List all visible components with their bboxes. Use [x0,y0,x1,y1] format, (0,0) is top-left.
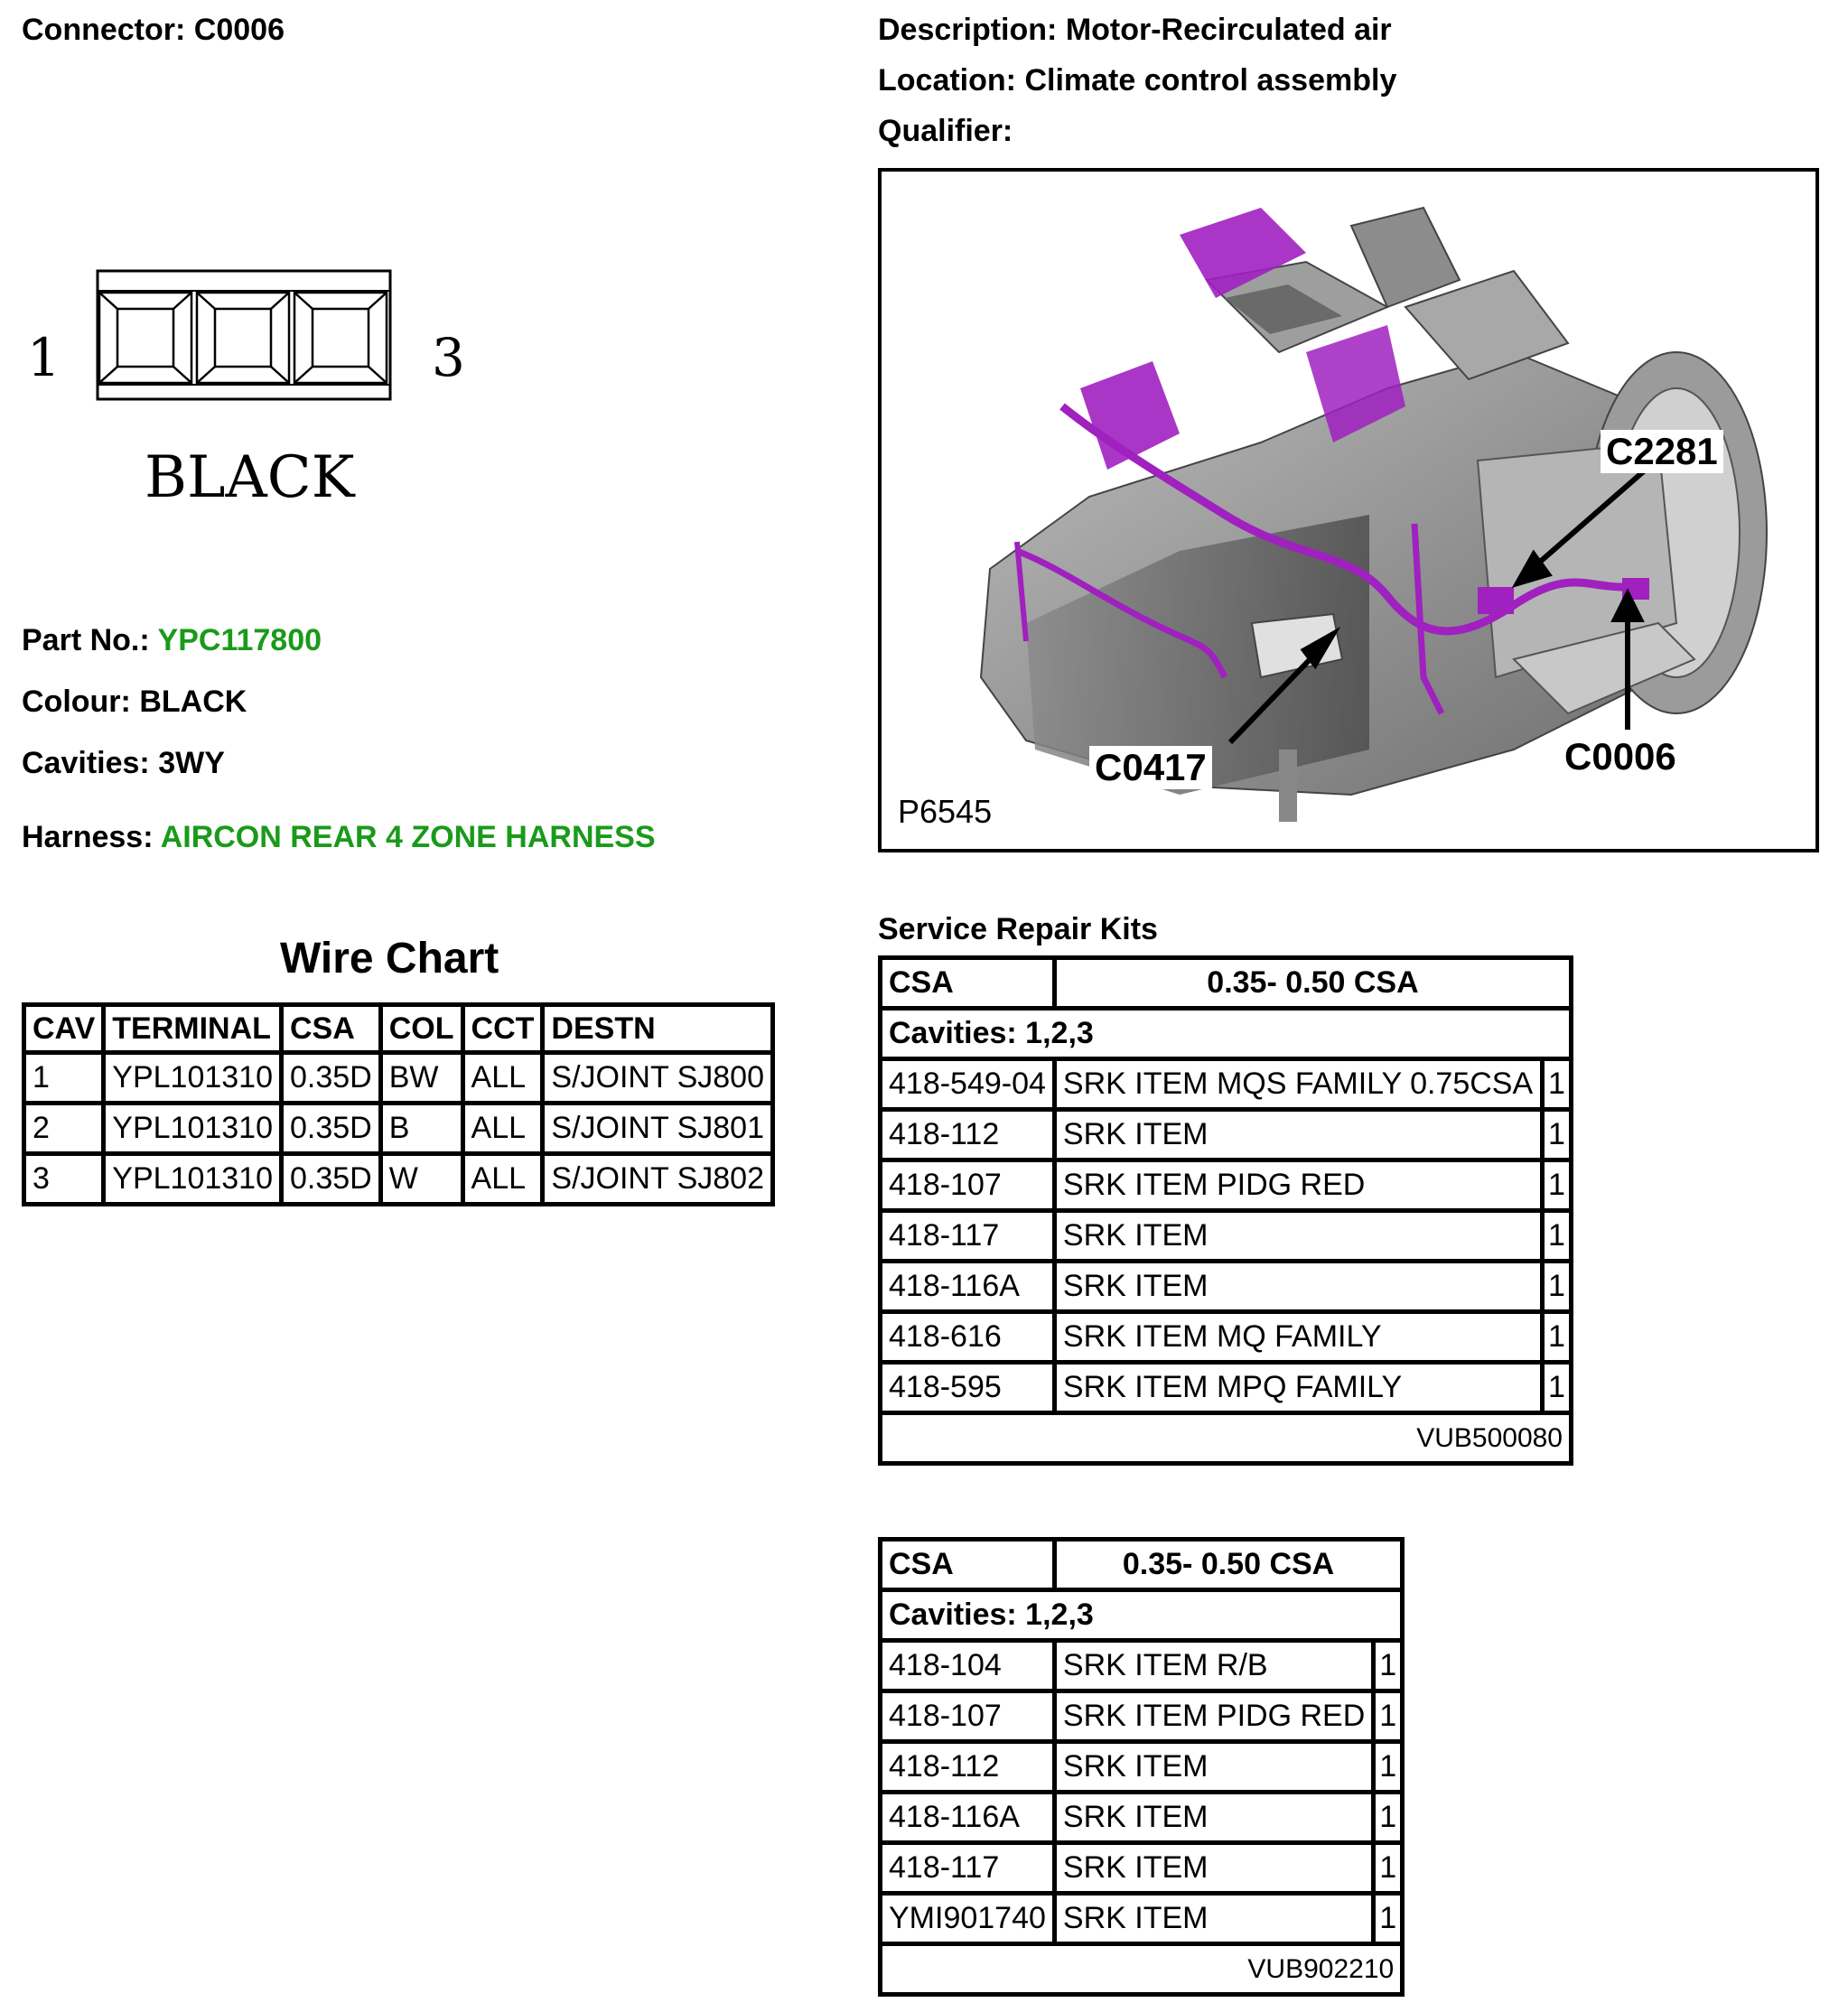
kit-description: SRK ITEM MQ FAMILY [1054,1312,1542,1363]
kit-reference: VUB500080 [881,1413,1572,1464]
callout-c0417: C0417 [1089,746,1212,789]
kit-csa-label: CSA [881,958,1055,1009]
kit-part-number: 418-112 [881,1110,1055,1160]
cell-cct: ALL [462,1053,543,1104]
kit-description: SRK ITEM MQS FAMILY 0.75CSA [1054,1059,1542,1110]
connector-label: Connector: [22,13,186,47]
kit-cavities-row [881,1590,1403,1641]
kit-csa-label: CSA [881,1540,1055,1590]
description-line [878,13,1392,48]
col-cav: CAV [24,1005,104,1053]
description-value: Motor-Recirculated air [1065,13,1392,47]
kit-description: SRK ITEM [1054,1793,1373,1843]
kit-quantity: 1 [1543,1160,1572,1211]
kit-description: SRK ITEM [1054,1742,1373,1793]
kit-quantity: 1 [1374,1843,1403,1894]
kit-quantity: 1 [1543,1211,1572,1262]
cell-cav: 3 [24,1154,104,1205]
kit-description: SRK ITEM [1054,1262,1542,1312]
cavities-label: Cavities: [22,746,150,780]
part-number-label: Part No.: [22,623,150,657]
col-cct: CCT [462,1005,543,1053]
kit-description: SRK ITEM [1054,1894,1373,1944]
kit-description: SRK ITEM [1054,1110,1542,1160]
kit-part-number: 418-107 [881,1160,1055,1211]
wire-chart-table [22,1002,775,1206]
kit-header-row [881,1540,1403,1590]
kit-quantity: 1 [1543,1110,1572,1160]
kit-footer-row [881,1413,1572,1464]
kit-quantity: 1 [1374,1641,1403,1691]
kit-description: SRK ITEM PIDG RED [1054,1160,1542,1211]
col-destn: DESTN [543,1005,773,1053]
location-label: Location: [878,63,1016,98]
harness-label: Harness: [22,820,154,854]
kit-part-number: 418-116A [881,1793,1055,1843]
connector-colour-text: BLACK [145,444,355,511]
connector-location-figure [878,168,1819,852]
kit-part-number: YMI901740 [881,1894,1055,1944]
description-label: Description: [878,13,1058,47]
kit-part-number: 418-116A [881,1262,1055,1312]
kit-description: SRK ITEM MPQ FAMILY [1054,1363,1542,1413]
cell-col: W [380,1154,462,1205]
kit-cavities: Cavities: 1,2,3 [881,1009,1572,1059]
colour-value: BLACK [139,685,247,719]
table-row [24,1104,773,1154]
part-number-link[interactable]: YPC117800 [157,623,322,657]
cell-terminal: YPL101310 [104,1104,282,1154]
kit-cavities-row [881,1009,1572,1059]
pin-label-right: 3 [432,327,465,388]
table-row [881,1843,1403,1894]
cell-destn: S/JOINT SJ802 [543,1154,773,1205]
harness-line [22,820,656,855]
kit-quantity: 1 [1543,1262,1572,1312]
table-row [881,1641,1403,1691]
callout-c2281: C2281 [1601,430,1723,473]
service-kit-table-2 [878,1537,1405,1997]
cell-cav: 1 [24,1053,104,1104]
kit-description: SRK ITEM [1054,1211,1542,1262]
col-terminal: TERMINAL [104,1005,282,1053]
connector-heading [22,13,285,48]
cell-cav: 2 [24,1104,104,1154]
kit-quantity: 1 [1374,1691,1403,1742]
cell-destn: S/JOINT SJ801 [543,1104,773,1154]
cavities-value: 3WY [158,746,225,780]
cell-cct: ALL [462,1104,543,1154]
part-number-line [22,623,322,658]
kit-description: SRK ITEM [1054,1843,1373,1894]
pin-label-left: 1 [27,327,61,388]
kit-part-number: 418-117 [881,1843,1055,1894]
kit-part-number: 418-117 [881,1211,1055,1262]
cell-terminal: YPL101310 [104,1154,282,1205]
kit-quantity: 1 [1543,1363,1572,1413]
kit-quantity: 1 [1374,1742,1403,1793]
kit-quantity: 1 [1374,1793,1403,1843]
kit-part-number: 418-104 [881,1641,1055,1691]
cell-csa: 0.35D [282,1154,381,1205]
kit-cavities: Cavities: 1,2,3 [881,1590,1403,1641]
kit-header-row [881,958,1572,1009]
kit-description: SRK ITEM R/B [1054,1641,1373,1691]
table-row [881,1742,1403,1793]
kit-csa-value: 0.35- 0.50 CSA [1054,958,1571,1009]
harness-link[interactable]: AIRCON REAR 4 ZONE HARNESS [160,820,656,854]
table-row [881,1793,1403,1843]
table-row [24,1154,773,1205]
cell-destn: S/JOINT SJ800 [543,1053,773,1104]
cell-csa: 0.35D [282,1104,381,1154]
service-kit-table-1 [878,955,1573,1466]
col-col: COL [380,1005,462,1053]
table-row [881,1211,1572,1262]
cavities-line [22,746,225,781]
kit-part-number: 418-595 [881,1363,1055,1413]
kit-quantity: 1 [1374,1894,1403,1944]
table-row [881,1059,1572,1110]
cell-col: BW [380,1053,462,1104]
cell-cct: ALL [462,1154,543,1205]
cell-csa: 0.35D [282,1053,381,1104]
connector-face-diagram [96,269,394,403]
connector-id: C0006 [193,13,285,47]
figure-reference: P6545 [898,793,993,830]
location-line [878,63,1396,98]
table-row [881,1110,1572,1160]
table-row [881,1312,1572,1363]
cell-col: B [380,1104,462,1154]
wire-chart-title: Wire Chart [280,935,499,983]
kit-csa-value: 0.35- 0.50 CSA [1054,1540,1402,1590]
location-value: Climate control assembly [1024,63,1397,98]
kit-footer-row [881,1944,1403,1995]
col-csa: CSA [282,1005,381,1053]
table-row [881,1363,1572,1413]
wire-chart-header-row [24,1005,773,1053]
kit-part-number: 418-112 [881,1742,1055,1793]
table-row [24,1053,773,1104]
kit-quantity: 1 [1543,1312,1572,1363]
callout-c0006: C0006 [1559,735,1682,778]
qualifier-label: Qualifier: [878,114,1013,148]
table-row [881,1691,1403,1742]
kit-quantity: 1 [1543,1059,1572,1110]
colour-label: Colour: [22,685,131,719]
kit-part-number: 418-107 [881,1691,1055,1742]
colour-line [22,685,247,720]
table-row [881,1160,1572,1211]
kit-reference: VUB902210 [881,1944,1403,1995]
kit-description: SRK ITEM PIDG RED [1054,1691,1373,1742]
cell-terminal: YPL101310 [104,1053,282,1104]
kit-part-number: 418-616 [881,1312,1055,1363]
kit-part-number: 418-549-04 [881,1059,1055,1110]
table-row [881,1262,1572,1312]
service-kits-title: Service Repair Kits [878,912,1158,946]
qualifier-line [878,114,1013,149]
table-row [881,1894,1403,1944]
